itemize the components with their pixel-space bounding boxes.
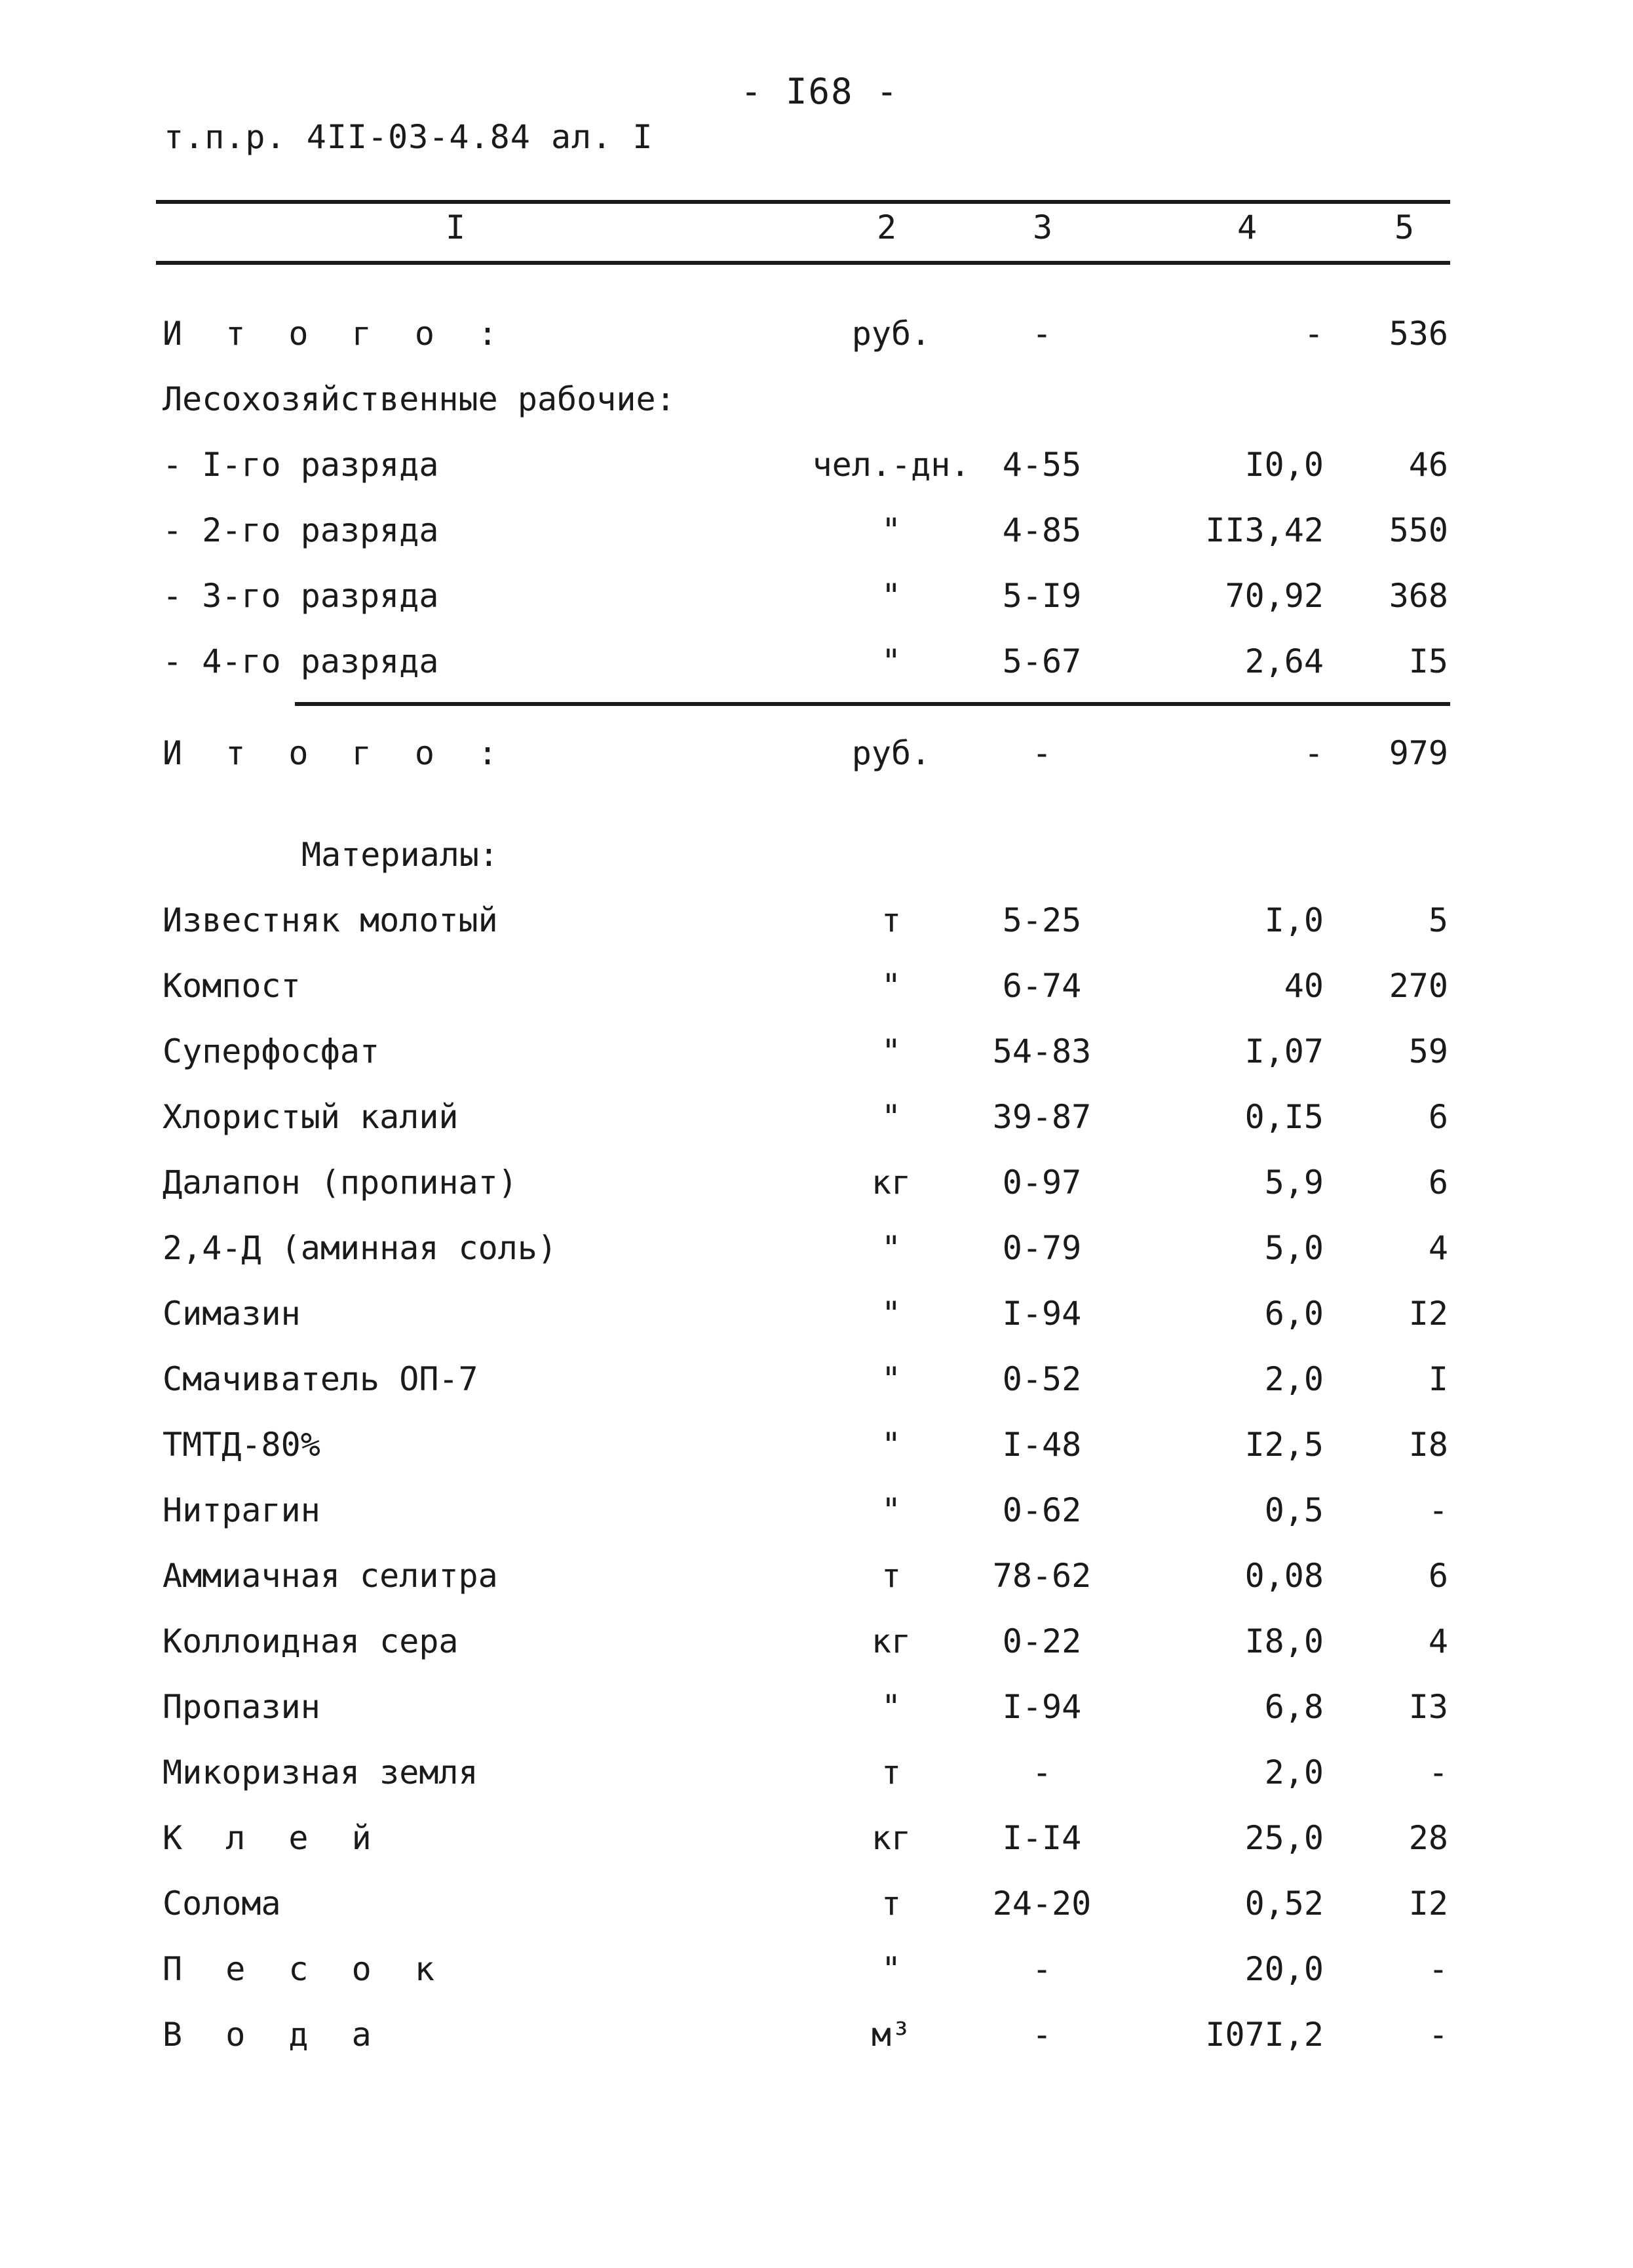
item-name: Аммиачная селитра (163, 1557, 498, 1595)
quantity: I,07 (1244, 1032, 1324, 1070)
item-name: Пропазин (163, 1688, 320, 1726)
table-row (0, 1032, 1633, 1085)
unit-price: - (1031, 734, 1052, 772)
total: 270 (1389, 967, 1448, 1005)
unit: чел.-дн. (812, 446, 970, 484)
quantity: I07I,2 (1205, 2016, 1324, 2054)
quantity: 2,0 (1264, 1360, 1324, 1398)
total: I5 (1408, 642, 1448, 680)
table-row (0, 836, 1633, 888)
quantity: 5,9 (1264, 1163, 1324, 1202)
unit-price: 0-62 (1002, 1491, 1082, 1529)
unit: кг (871, 1819, 912, 1857)
total: 28 (1408, 1819, 1448, 1857)
total: 6 (1428, 1163, 1448, 1202)
quantity: I0,0 (1244, 446, 1324, 484)
table-row (0, 1491, 1633, 1544)
item-name: И т о г о : (163, 734, 510, 772)
subtotal-rule (295, 702, 1450, 706)
unit: " (881, 642, 902, 680)
unit-price: I-94 (1002, 1295, 1082, 1333)
total: I2 (1408, 1885, 1448, 1923)
column-header-5: 5 (1394, 208, 1415, 246)
quantity: 2,0 (1264, 1753, 1324, 1791)
total: 979 (1389, 734, 1448, 772)
quantity: 20,0 (1244, 1950, 1324, 1988)
item-name: - 3-го разряда (163, 577, 439, 615)
item-name: ТМТД-80% (163, 1426, 320, 1464)
table-row (0, 1688, 1633, 1740)
table-row (0, 2016, 1633, 2068)
table-row (0, 967, 1633, 1019)
unit: " (881, 577, 902, 615)
table-row (0, 511, 1633, 564)
unit-price: 24-20 (992, 1885, 1092, 1923)
item-name: П е с о к (163, 1950, 446, 1988)
table-row (0, 1819, 1633, 1871)
unit: " (881, 1295, 902, 1333)
column-header-1: I (446, 208, 466, 246)
column-header-2: 2 (877, 208, 897, 246)
item-name: Известняк молотый (163, 901, 498, 939)
unit-price: I-48 (1002, 1426, 1082, 1464)
item-name: Микоризная земля (163, 1753, 478, 1791)
unit-price: 4-55 (1002, 446, 1082, 484)
total: I8 (1408, 1426, 1448, 1464)
total: - (1428, 2016, 1448, 2054)
unit-price: 5-25 (1002, 901, 1082, 939)
item-name: И т о г о : (163, 315, 510, 353)
unit-price: I-I4 (1002, 1819, 1082, 1857)
quantity: 25,0 (1244, 1819, 1324, 1857)
table-row (0, 1295, 1633, 1347)
quantity: 0,5 (1264, 1491, 1324, 1529)
table-top-rule (156, 200, 1450, 204)
table-row (0, 1753, 1633, 1806)
unit: " (881, 1360, 902, 1398)
item-name: Симазин (163, 1295, 301, 1333)
quantity: 70,92 (1225, 577, 1324, 615)
table-row (0, 1360, 1633, 1413)
unit-price: - (1031, 1753, 1052, 1791)
total: - (1428, 1753, 1448, 1791)
unit: руб. (851, 315, 931, 353)
unit: " (881, 511, 902, 549)
unit-price: 0-52 (1002, 1360, 1082, 1398)
quantity: 0,52 (1244, 1885, 1324, 1923)
unit: кг (871, 1622, 912, 1660)
page-number: - I68 - (740, 71, 899, 112)
table-row (0, 446, 1633, 498)
unit: т (881, 901, 902, 939)
unit: т (881, 1885, 902, 1923)
quantity: I2,5 (1244, 1426, 1324, 1464)
table-row (0, 642, 1633, 695)
item-name: Компост (163, 967, 301, 1005)
item-name: К л е й (163, 1819, 383, 1857)
section-heading: Материалы: (301, 836, 499, 874)
table-row (0, 315, 1633, 367)
unit-price: - (1031, 1950, 1052, 1988)
table-row (0, 734, 1633, 787)
unit: " (881, 1688, 902, 1726)
quantity: II3,42 (1205, 511, 1324, 549)
unit-price: I-94 (1002, 1688, 1082, 1726)
total: 6 (1428, 1557, 1448, 1595)
unit-price: 0-79 (1002, 1229, 1082, 1267)
table-row (0, 1557, 1633, 1609)
item-name: - I-го разряда (163, 446, 439, 484)
table-row (0, 577, 1633, 629)
total: 536 (1389, 315, 1448, 353)
unit: т (881, 1753, 902, 1791)
item-name: В о д а (163, 2016, 383, 2054)
item-name: Хлористый калий (163, 1098, 459, 1136)
total: 59 (1408, 1032, 1448, 1070)
quantity: I8,0 (1244, 1622, 1324, 1660)
unit: " (881, 1098, 902, 1136)
table-row (0, 1229, 1633, 1281)
total: 6 (1428, 1098, 1448, 1136)
unit: " (881, 967, 902, 1005)
quantity: 6,8 (1264, 1688, 1324, 1726)
item-name: Смачиватель ОП-7 (163, 1360, 478, 1398)
total: - (1428, 1491, 1448, 1529)
quantity: - (1303, 315, 1324, 353)
unit: " (881, 1032, 902, 1070)
unit: " (881, 1491, 902, 1529)
unit-price: 4-85 (1002, 511, 1082, 549)
item-name: 2,4-Д (аминная соль) (163, 1229, 558, 1267)
item-name: Суперфосфат (163, 1032, 380, 1070)
total: 368 (1389, 577, 1448, 615)
total: 4 (1428, 1229, 1448, 1267)
unit: т (881, 1557, 902, 1595)
total: - (1428, 1950, 1448, 1988)
table-row (0, 380, 1633, 433)
total: 5 (1428, 901, 1448, 939)
unit-price: 0-22 (1002, 1622, 1082, 1660)
unit-price: 5-67 (1002, 642, 1082, 680)
total: I3 (1408, 1688, 1448, 1726)
quantity: 2,64 (1244, 642, 1324, 680)
unit-price: 39-87 (992, 1098, 1092, 1136)
column-header-3: 3 (1033, 208, 1053, 246)
unit-price: 0-97 (1002, 1163, 1082, 1202)
unit: руб. (851, 734, 931, 772)
table-row (0, 1950, 1633, 2003)
item-name: - 4-го разряда (163, 642, 439, 680)
unit-price: - (1031, 315, 1052, 353)
quantity: 40 (1284, 967, 1324, 1005)
item-name: Нитрагин (163, 1491, 320, 1529)
unit-price: - (1031, 2016, 1052, 2054)
document-reference: т.п.р. 4II-03-4.84 ал. I (164, 118, 653, 156)
unit-price: 78-62 (992, 1557, 1092, 1595)
table-row (0, 1163, 1633, 1216)
total: 4 (1428, 1622, 1448, 1660)
unit: кг (871, 1163, 912, 1202)
table-row (0, 1885, 1633, 1937)
total: I2 (1408, 1295, 1448, 1333)
unit-price: 6-74 (1002, 967, 1082, 1005)
quantity: 6,0 (1264, 1295, 1324, 1333)
table-header-rule (156, 261, 1450, 265)
quantity: 0,I5 (1244, 1098, 1324, 1136)
table-row (0, 901, 1633, 954)
unit: " (881, 1950, 902, 1988)
column-header-4: 4 (1237, 208, 1258, 246)
total: I (1428, 1360, 1448, 1398)
unit-price: 5-I9 (1002, 577, 1082, 615)
section-heading: Лесохозяйственные рабочие: (163, 380, 676, 418)
item-name: Солома (163, 1885, 281, 1923)
item-name: Далапон (пропинат) (163, 1163, 518, 1202)
total: 46 (1408, 446, 1448, 484)
item-name: - 2-го разряда (163, 511, 439, 549)
unit: " (881, 1229, 902, 1267)
total: 550 (1389, 511, 1448, 549)
table-row (0, 1426, 1633, 1478)
unit: " (881, 1426, 902, 1464)
quantity: I,0 (1264, 901, 1324, 939)
quantity: 5,0 (1264, 1229, 1324, 1267)
unit: м³ (871, 2016, 912, 2054)
table-row (0, 1098, 1633, 1150)
table-row (0, 1622, 1633, 1675)
quantity: - (1303, 734, 1324, 772)
item-name: Коллоидная сера (163, 1622, 459, 1660)
unit-price: 54-83 (992, 1032, 1092, 1070)
quantity: 0,08 (1244, 1557, 1324, 1595)
